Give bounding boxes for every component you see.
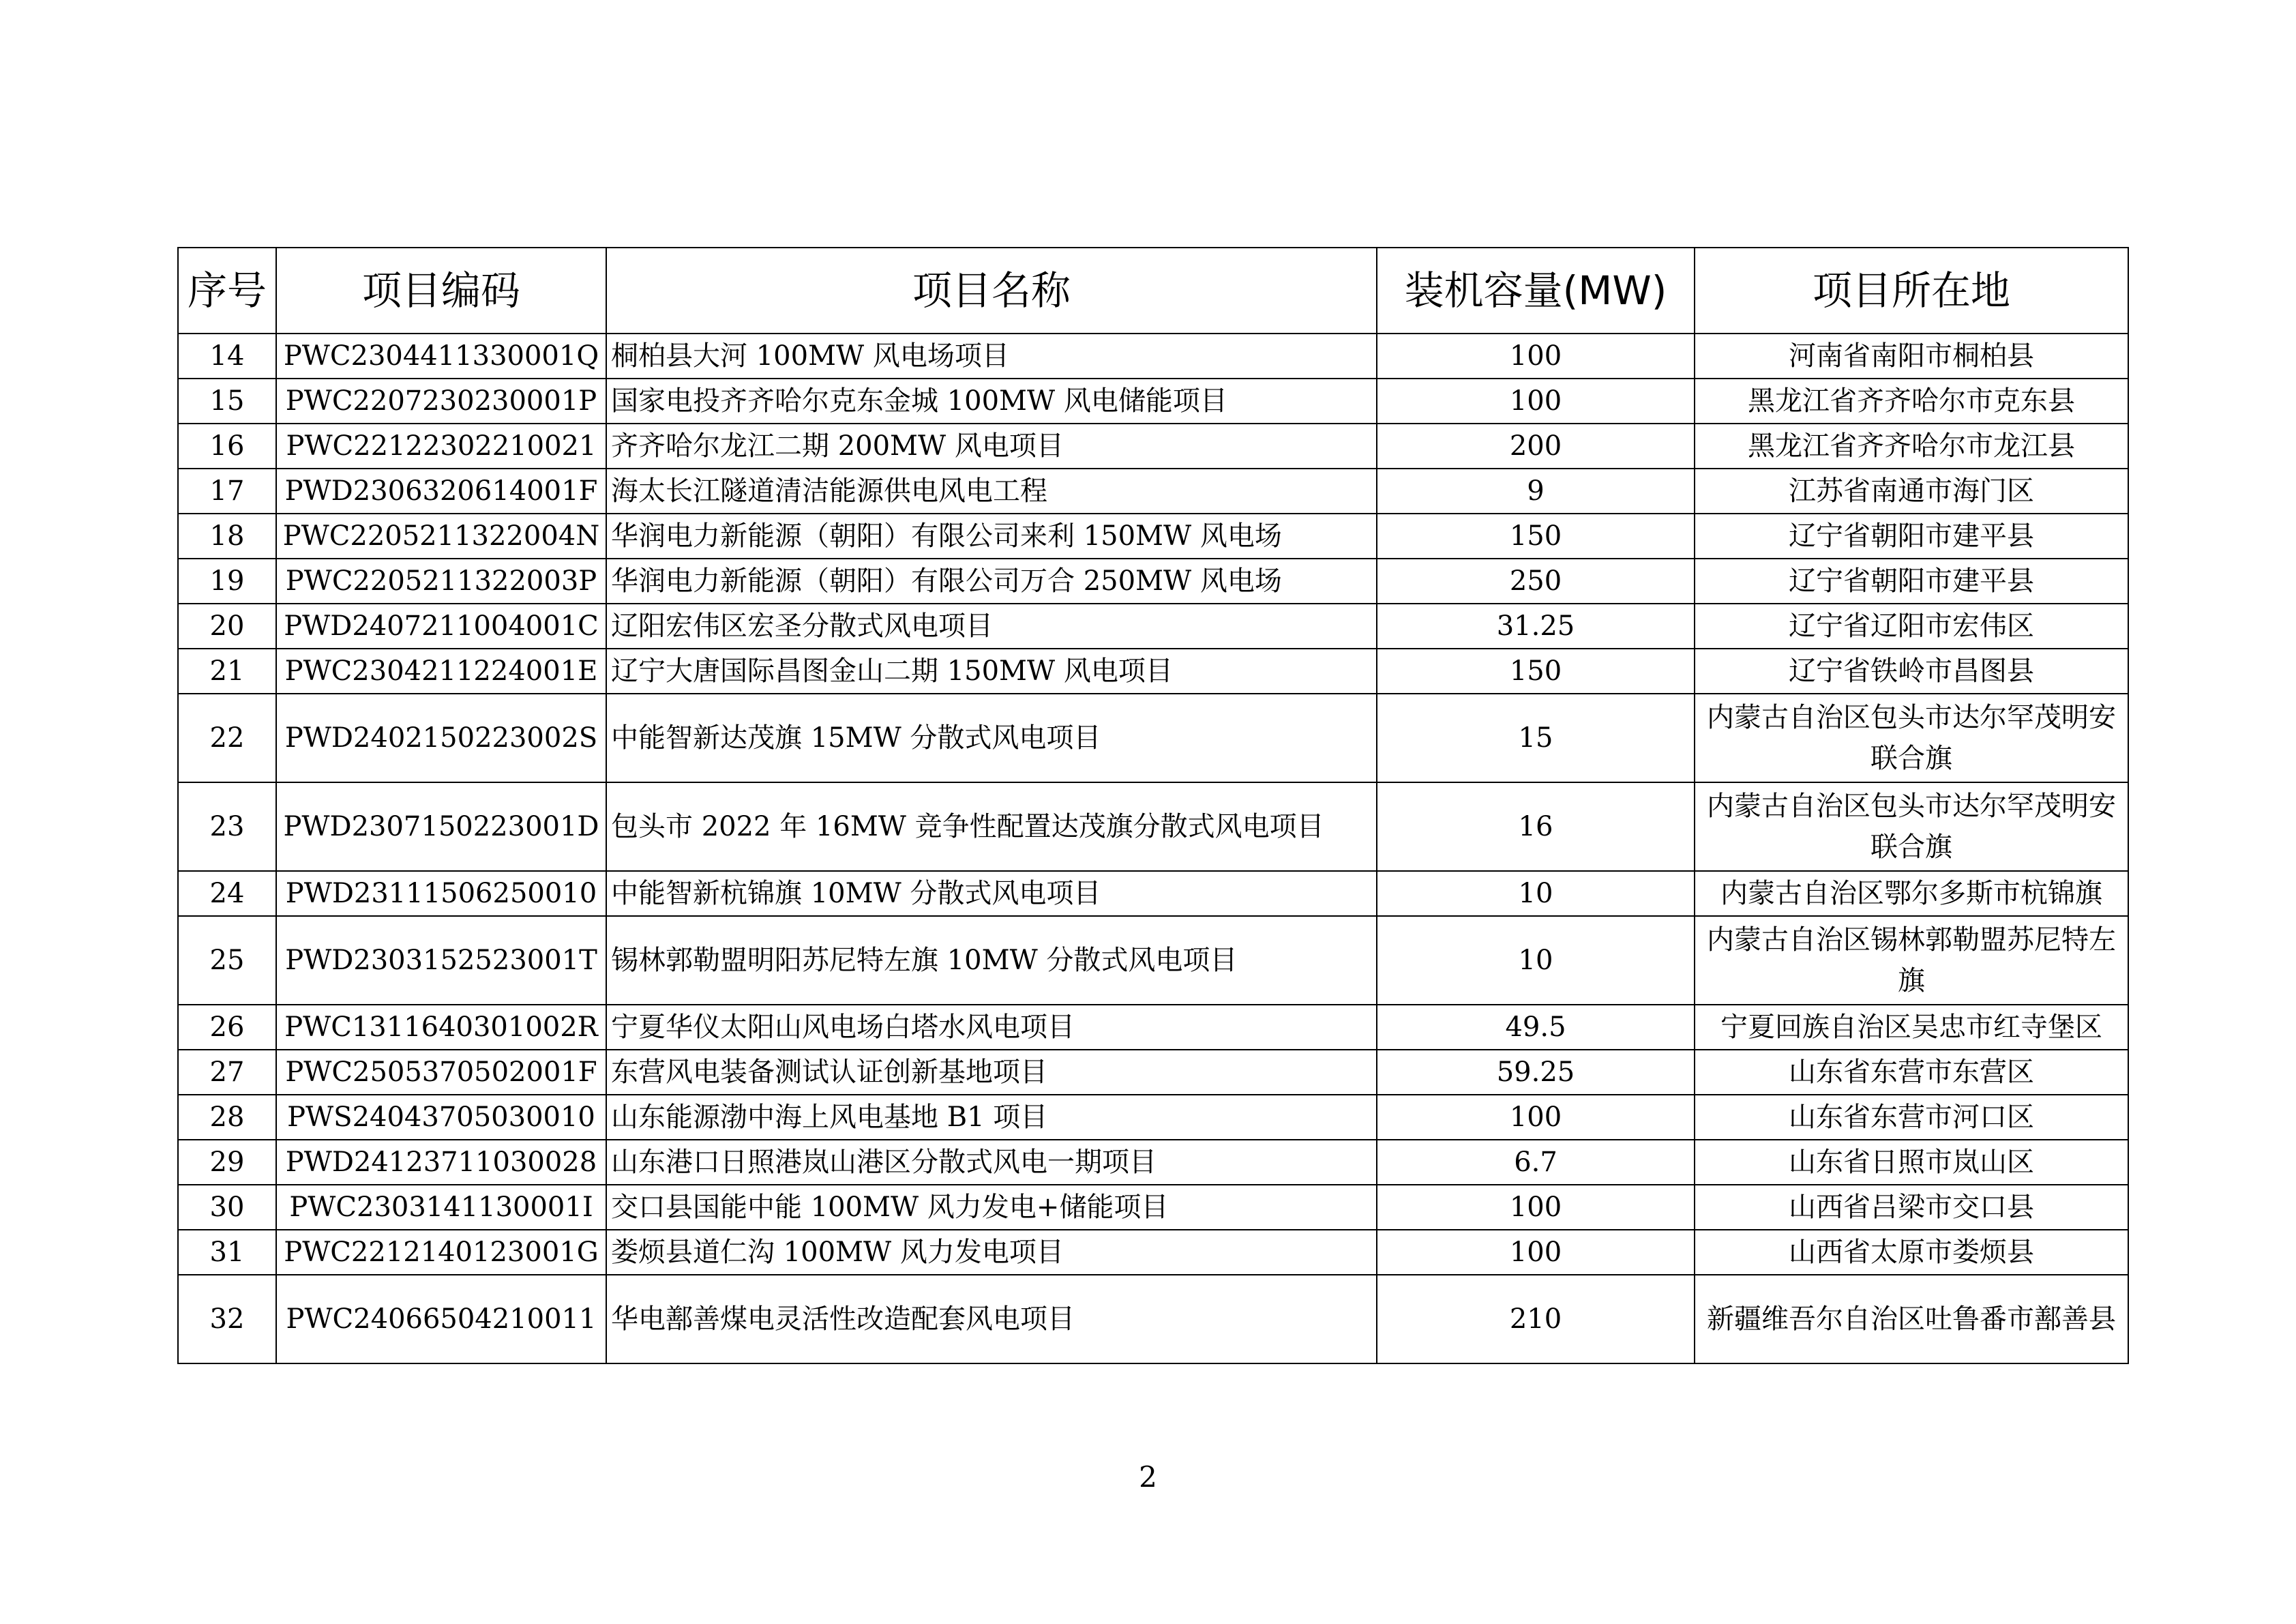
cell-project-name: 桐柏县大河 100MW 风电场项目 (606, 334, 1377, 379)
cell-serial-number: 27 (178, 1050, 276, 1095)
table-row (178, 1095, 2128, 1140)
cell-project-location: 辽宁省铁岭市昌图县 (1695, 649, 2128, 694)
cell-serial-number: 31 (178, 1230, 276, 1275)
cell-project-code: PWC2303141130001I (276, 1185, 606, 1230)
cell-project-location: 山西省太原市娄烦县 (1695, 1230, 2128, 1275)
cell-serial-number: 23 (178, 782, 276, 871)
table-row (178, 916, 2128, 1005)
header-project-code: 项目编码 (276, 248, 606, 334)
cell-project-location: 黑龙江省齐齐哈尔市克东县 (1695, 379, 2128, 424)
cell-installed-capacity: 210 (1377, 1275, 1695, 1363)
cell-installed-capacity: 10 (1377, 916, 1695, 1005)
cell-project-location: 辽宁省辽阳市宏伟区 (1695, 604, 2128, 649)
cell-serial-number: 19 (178, 559, 276, 604)
cell-serial-number: 17 (178, 469, 276, 514)
cell-project-code: PWD2402150223002S (276, 694, 606, 782)
cell-project-name: 东营风电装备测试认证创新基地项目 (606, 1050, 1377, 1095)
cell-project-code: PWC22122302210021 (276, 424, 606, 469)
cell-project-name: 交口县国能中能 100MW 风力发电+储能项目 (606, 1185, 1377, 1230)
cell-installed-capacity: 100 (1377, 334, 1695, 379)
cell-installed-capacity: 100 (1377, 1230, 1695, 1275)
cell-installed-capacity: 31.25 (1377, 604, 1695, 649)
cell-project-code: PWC2505370502001F (276, 1050, 606, 1095)
cell-project-location: 山西省吕梁市交口县 (1695, 1185, 2128, 1230)
cell-project-name: 华润电力新能源（朝阳）有限公司来利 150MW 风电场 (606, 514, 1377, 559)
cell-project-code: PWS24043705030010 (276, 1095, 606, 1140)
cell-project-name: 辽阳宏伟区宏圣分散式风电项目 (606, 604, 1377, 649)
cell-installed-capacity: 6.7 (1377, 1140, 1695, 1185)
cell-project-location: 宁夏回族自治区吴忠市红寺堡区 (1695, 1005, 2128, 1050)
table-row (178, 469, 2128, 514)
table-row (178, 649, 2128, 694)
table-row (178, 1185, 2128, 1230)
cell-project-name: 山东港口日照港岚山港区分散式风电一期项目 (606, 1140, 1377, 1185)
cell-project-name: 锡林郭勒盟明阳苏尼特左旗 10MW 分散式风电项目 (606, 916, 1377, 1005)
cell-project-name: 华电鄯善煤电灵活性改造配套风电项目 (606, 1275, 1377, 1363)
cell-project-code: PWD2407211004001C (276, 604, 606, 649)
cell-project-name: 山东能源渤中海上风电基地 B1 项目 (606, 1095, 1377, 1140)
cell-project-location: 辽宁省朝阳市建平县 (1695, 559, 2128, 604)
cell-project-name: 娄烦县道仁沟 100MW 风力发电项目 (606, 1230, 1377, 1275)
cell-installed-capacity: 100 (1377, 1095, 1695, 1140)
cell-project-location: 河南省南阳市桐柏县 (1695, 334, 2128, 379)
cell-project-location: 江苏省南通市海门区 (1695, 469, 2128, 514)
cell-project-name: 华润电力新能源（朝阳）有限公司万合 250MW 风电场 (606, 559, 1377, 604)
cell-serial-number: 32 (178, 1275, 276, 1363)
cell-serial-number: 22 (178, 694, 276, 782)
cell-project-location: 内蒙古自治区包头市达尔罕茂明安联合旗 (1695, 782, 2128, 871)
cell-installed-capacity: 100 (1377, 1185, 1695, 1230)
cell-project-location: 内蒙古自治区锡林郭勒盟苏尼特左旗 (1695, 916, 2128, 1005)
table-row (178, 379, 2128, 424)
cell-project-code: PWC2212140123001G (276, 1230, 606, 1275)
cell-serial-number: 30 (178, 1185, 276, 1230)
cell-serial-number: 26 (178, 1005, 276, 1050)
cell-project-location: 辽宁省朝阳市建平县 (1695, 514, 2128, 559)
cell-serial-number: 25 (178, 916, 276, 1005)
cell-project-location: 黑龙江省齐齐哈尔市龙江县 (1695, 424, 2128, 469)
table-row (178, 604, 2128, 649)
cell-project-code: PWC2207230230001P (276, 379, 606, 424)
cell-project-name: 海太长江隧道清洁能源供电风电工程 (606, 469, 1377, 514)
cell-project-code: PWC2205211322004N (276, 514, 606, 559)
cell-installed-capacity: 250 (1377, 559, 1695, 604)
cell-project-code: PWC2304411330001Q (276, 334, 606, 379)
cell-project-name: 辽宁大唐国际昌图金山二期 150MW 风电项目 (606, 649, 1377, 694)
cell-project-name: 国家电投齐齐哈尔克东金城 100MW 风电储能项目 (606, 379, 1377, 424)
table-row (178, 334, 2128, 379)
cell-project-location: 山东省日照市岚山区 (1695, 1140, 2128, 1185)
table-row (178, 1050, 2128, 1095)
cell-installed-capacity: 9 (1377, 469, 1695, 514)
cell-serial-number: 28 (178, 1095, 276, 1140)
table-row (178, 514, 2128, 559)
cell-serial-number: 29 (178, 1140, 276, 1185)
table-row (178, 694, 2128, 782)
cell-serial-number: 21 (178, 649, 276, 694)
cell-installed-capacity: 49.5 (1377, 1005, 1695, 1050)
cell-project-code: PWC2205211322003P (276, 559, 606, 604)
cell-project-name: 齐齐哈尔龙江二期 200MW 风电项目 (606, 424, 1377, 469)
header-project-location: 项目所在地 (1695, 248, 2128, 334)
header-serial-number: 序号 (178, 248, 276, 334)
cell-installed-capacity: 150 (1377, 514, 1695, 559)
table-row (178, 1275, 2128, 1363)
cell-installed-capacity: 150 (1377, 649, 1695, 694)
cell-project-name: 包头市 2022 年 16MW 竞争性配置达茂旗分散式风电项目 (606, 782, 1377, 871)
table-row (178, 1140, 2128, 1185)
table-row (178, 1230, 2128, 1275)
cell-project-code: PWD2303152523001T (276, 916, 606, 1005)
cell-installed-capacity: 16 (1377, 782, 1695, 871)
cell-project-location: 内蒙古自治区鄂尔多斯市杭锦旗 (1695, 871, 2128, 916)
cell-serial-number: 18 (178, 514, 276, 559)
cell-project-code: PWD24123711030028 (276, 1140, 606, 1185)
page-number: 2 (1139, 1460, 1157, 1494)
cell-installed-capacity: 15 (1377, 694, 1695, 782)
cell-project-code: PWC2304211224001E (276, 649, 606, 694)
cell-project-code: PWC1311640301002R (276, 1005, 606, 1050)
cell-project-code: PWD2307150223001D (276, 782, 606, 871)
cell-project-code: PWC24066504210011 (276, 1275, 606, 1363)
cell-serial-number: 15 (178, 379, 276, 424)
table-row (178, 871, 2128, 916)
wind-project-table (177, 247, 2129, 1364)
cell-project-location: 新疆维吾尔自治区吐鲁番市鄯善县 (1695, 1275, 2128, 1363)
table-row (178, 424, 2128, 469)
header-installed-capacity: 装机容量(MW) (1377, 248, 1695, 334)
cell-project-code: PWD2306320614001F (276, 469, 606, 514)
cell-project-location: 山东省东营市东营区 (1695, 1050, 2128, 1095)
table-row (178, 1005, 2128, 1050)
header-project-name: 项目名称 (606, 248, 1377, 334)
cell-serial-number: 14 (178, 334, 276, 379)
cell-serial-number: 16 (178, 424, 276, 469)
cell-serial-number: 20 (178, 604, 276, 649)
table-row (178, 559, 2128, 604)
cell-project-name: 中能智新达茂旗 15MW 分散式风电项目 (606, 694, 1377, 782)
cell-installed-capacity: 59.25 (1377, 1050, 1695, 1095)
cell-project-code: PWD23111506250010 (276, 871, 606, 916)
cell-installed-capacity: 100 (1377, 379, 1695, 424)
cell-serial-number: 24 (178, 871, 276, 916)
cell-project-name: 中能智新杭锦旗 10MW 分散式风电项目 (606, 871, 1377, 916)
cell-installed-capacity: 10 (1377, 871, 1695, 916)
cell-project-name: 宁夏华仪太阳山风电场白塔水风电项目 (606, 1005, 1377, 1050)
cell-installed-capacity: 200 (1377, 424, 1695, 469)
cell-project-location: 山东省东营市河口区 (1695, 1095, 2128, 1140)
cell-project-location: 内蒙古自治区包头市达尔罕茂明安联合旗 (1695, 694, 2128, 782)
table-header-row (178, 248, 2128, 334)
table-row (178, 782, 2128, 871)
